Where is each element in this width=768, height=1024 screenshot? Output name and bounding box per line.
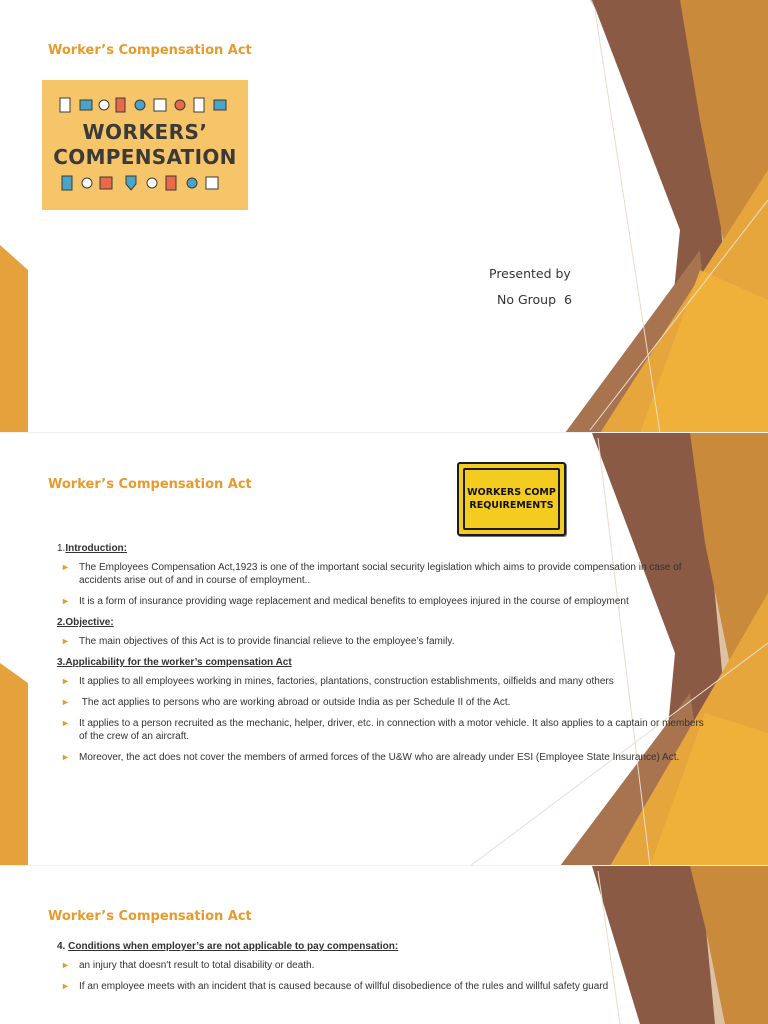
workers-comp-sign bbox=[457, 462, 566, 536]
section-number: 4. bbox=[57, 941, 69, 952]
section-title: Conditions when employer’s are not applicable to pay compensation: bbox=[68, 941, 399, 952]
bullet-text: It is a form of insurance providing wage replacement and medical benefits to employees injured in the course of employment bbox=[79, 596, 629, 607]
bullet-text: an injury that doesn't result to total disability or death. bbox=[79, 960, 315, 971]
image-word-compensation: COMPENSATION bbox=[53, 145, 237, 169]
slide-2-title: Worker’s Compensation Act bbox=[48, 477, 252, 492]
icon-strip-bottom bbox=[42, 172, 248, 194]
bullet-item bbox=[57, 595, 712, 608]
arrow-bullet-icon: ► bbox=[61, 636, 70, 646]
section-conditions-heading bbox=[57, 940, 712, 953]
bullet-text: The act applies to persons who are working abroad or outside India as per Schedule II of the Act. bbox=[79, 697, 511, 708]
section-number: 1. bbox=[57, 543, 66, 554]
slide-3 bbox=[0, 866, 768, 1024]
bullet-text: The Employees Compensation Act,1923 is one of the important social security legislation which aims to provide compensation in case of accidents arise out of and in course of employment.. bbox=[79, 562, 682, 586]
left-accent-shape bbox=[0, 663, 28, 866]
bullet-item bbox=[57, 959, 712, 972]
bullet-item bbox=[57, 675, 712, 688]
image-word-workers: WORKERS’ bbox=[82, 120, 208, 144]
arrow-bullet-icon: ► bbox=[61, 752, 70, 762]
presented-by-label: Presented by bbox=[489, 266, 571, 281]
arrow-bullet-icon: ► bbox=[61, 718, 70, 728]
bullet-item bbox=[57, 751, 712, 764]
bullet-text: The main objectives of this Act is to provide financial relieve to the employee’s family. bbox=[79, 636, 455, 647]
sign-line-1: WORKERS COMP bbox=[467, 487, 556, 498]
section-title: Introduction: bbox=[65, 543, 127, 554]
bullet-text: Moreover, the act does not cover the members of armed forces of the U&W who are already under ESI (Employee State Insurance) Act. bbox=[79, 752, 680, 763]
slide-2 bbox=[0, 433, 768, 866]
arrow-bullet-icon: ► bbox=[61, 697, 70, 707]
sign-border bbox=[463, 468, 560, 530]
bullet-item bbox=[57, 717, 712, 743]
slide-1 bbox=[0, 0, 768, 433]
section-objective-heading: 2.Objective: bbox=[57, 617, 114, 628]
slide-1-decoration bbox=[0, 0, 768, 433]
bullet-item bbox=[57, 635, 712, 648]
slide-1-title: Worker’s Compensation Act bbox=[48, 43, 252, 58]
workers-compensation-image bbox=[42, 80, 248, 210]
arrow-bullet-icon: ► bbox=[61, 981, 70, 991]
bullet-item bbox=[57, 561, 712, 587]
sign-line-2: REQUIREMENTS bbox=[469, 500, 554, 511]
slide-3-title: Worker’s Compensation Act bbox=[48, 909, 252, 924]
bullet-text: It applies to all employees working in mines, factories, plantations, construction establishments, oilfields and many others bbox=[79, 676, 614, 687]
bullet-item bbox=[57, 980, 712, 993]
arrow-bullet-icon: ► bbox=[61, 596, 70, 606]
bullet-text: If an employee meets with an incident that is caused because of willful disobedience of the rules and willful safety guard bbox=[79, 981, 609, 992]
slide-2-content bbox=[57, 542, 712, 772]
bullet-text: It applies to a person recruited as the mechanic, helper, driver, etc. in connection with a motor vehicle. It also applies to a captain or members of the crew of an aircraft. bbox=[79, 718, 704, 742]
arrow-bullet-icon: ► bbox=[61, 676, 70, 686]
group-label: No Group 6 bbox=[497, 292, 572, 307]
section-introduction-heading bbox=[57, 542, 712, 555]
arrow-bullet-icon: ► bbox=[61, 562, 70, 572]
sign-text bbox=[467, 486, 556, 512]
left-accent-shape bbox=[0, 245, 28, 433]
icon-strip-top bbox=[42, 94, 248, 116]
section-applicability-heading: 3.Applicability for the worker’s compensation Act bbox=[57, 657, 292, 668]
bullet-item bbox=[57, 696, 712, 709]
slide-3-content bbox=[57, 940, 712, 1001]
arrow-bullet-icon: ► bbox=[61, 960, 70, 970]
